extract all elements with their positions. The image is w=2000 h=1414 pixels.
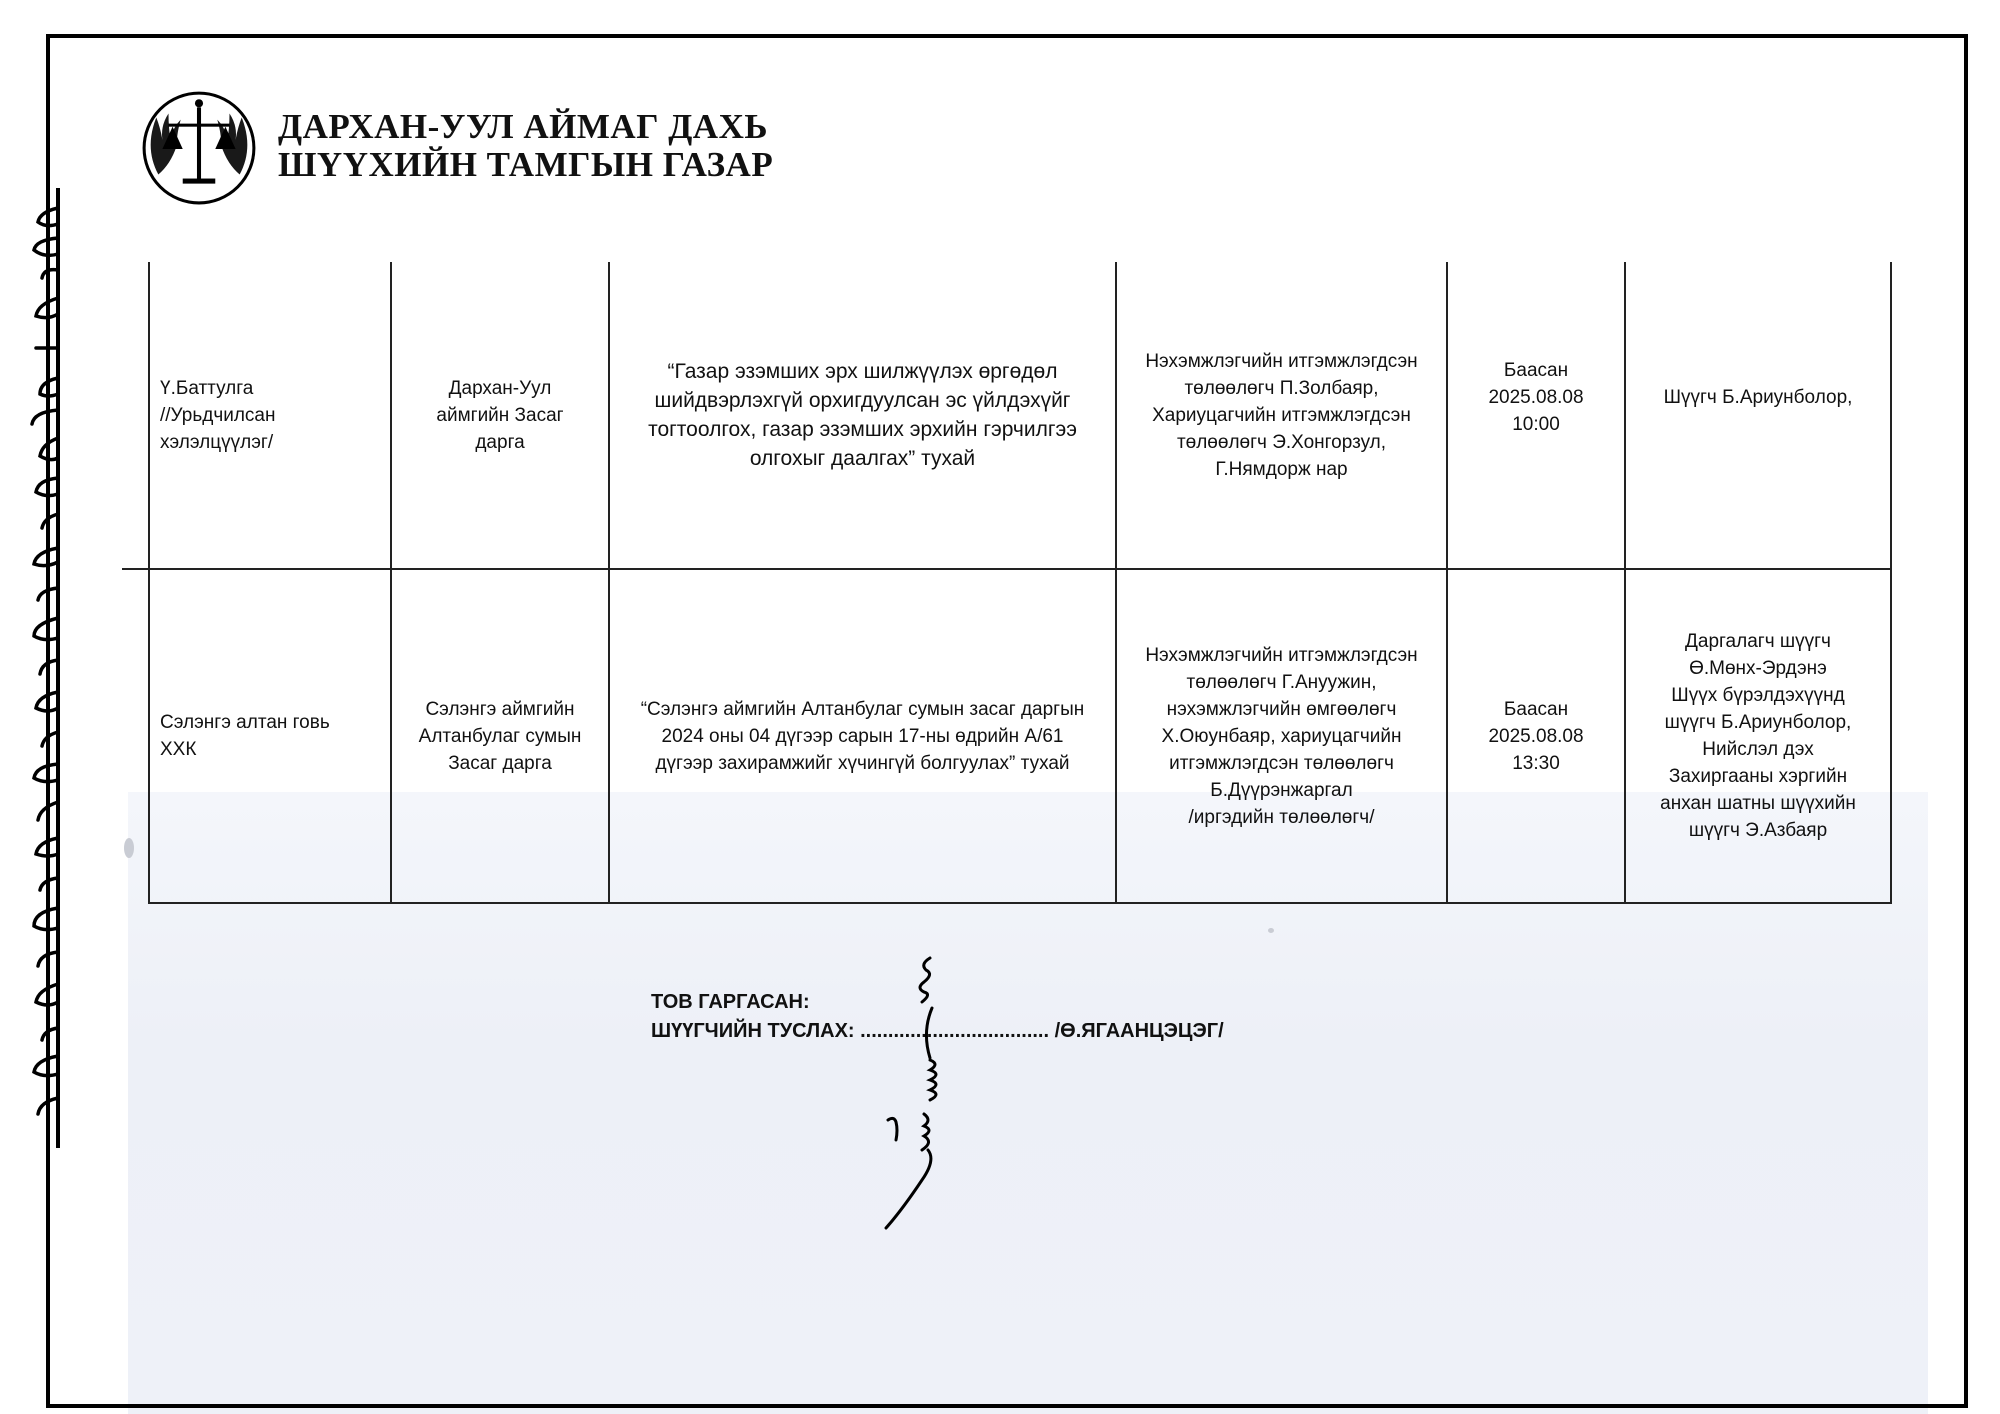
court-title-line1: ДАРХАН-УУЛ АЙМАГ ДАХЬ <box>278 107 768 146</box>
table-border-right <box>1890 262 1892 904</box>
participants-cell: Нэхэмжлэгчийн итгэмжлэгдсэн төлөөлөгч П.Золбаяр, Хариуцагчийн итгэмжлэгдсэн төлөөлөгч Э.Хонгорзул, Г.Нямдорж нар <box>1145 350 1418 480</box>
table-row <box>1448 244 1624 550</box>
table-row <box>1448 570 1624 902</box>
table-border-bottom <box>148 902 1892 904</box>
plaintiff-cell: Сэлэнгэ алтан говь ХХК <box>160 712 330 760</box>
table-row <box>1626 244 1890 550</box>
table-row <box>392 262 608 568</box>
claim-cell: “Газар эзэмших эрх шилжүүлэх өргөдөл шийдвэрлэхгүй орхигдуулсан эс үйлдэхүйг тогтоолгох, газар эзэмших эрхийн гэрчилгээ олгохыг даалгах” тухай <box>648 360 1077 470</box>
court-title <box>278 108 773 184</box>
participants-cell: Нэхэмжлэгчийн итгэмжлэгдсэн төлөөлөгч Г.Ануужин, нэхэмжлэгчийн өмгөөлөгч Х.Оюунбаяр, хариуцагчийн итгэмжлэгдсэн төлөөлөгч Б.Дүүрэнжаргал /иргэдийн төлөөлөгч/ <box>1145 644 1418 828</box>
hearing-schedule-table <box>122 262 1894 904</box>
court-title-line2: ШҮҮХИЙН ТАМГЫН ГАЗАР <box>278 145 774 184</box>
defendant-cell: Дархан-Уул аймгийн Засаг дарга <box>436 377 564 453</box>
signoff-assistant-line: ШҮҮГЧИЙН ТУСЛАХ: .................................. /Ө.ЯГААНЦЭЦЭГ/ <box>651 1020 1224 1042</box>
scan-smudge <box>1268 928 1274 933</box>
judges-cell: Шүүгч Б.Ариунболор, <box>1663 386 1853 408</box>
table-row <box>610 570 1115 902</box>
table-row <box>150 570 390 902</box>
table-row <box>150 262 390 568</box>
datetime-cell: Баасан 2025.08.08 10:00 <box>1488 359 1584 435</box>
signoff-title: ТОВ ГАРГАСАН: <box>651 991 810 1013</box>
plaintiff-cell: Ү.Баттулга //Урьдчилсан хэлэлцүүлэг/ <box>160 377 276 453</box>
table-row <box>1117 570 1446 902</box>
table-row <box>1117 262 1446 568</box>
table-row <box>1626 570 1890 902</box>
defendant-cell: Сэлэнгэ аймгийн Алтанбулаг сумын Засаг дарга <box>418 698 582 774</box>
court-header <box>138 86 773 206</box>
handwritten-signature <box>868 950 978 1240</box>
claim-cell: “Сэлэнгэ аймгийн Алтанбулаг сумын засаг даргын 2024 оны 04 дүгээр сарын 17-ны өдрийн А/61 дүгээр захирамжийг хүчингүй болгуулах” тухай <box>640 698 1085 774</box>
datetime-cell: Баасан 2025.08.08 13:30 <box>1488 698 1584 774</box>
court-emblem-icon <box>138 85 260 207</box>
judges-cell: Даргалагч шүүгч Ө.Мөнх-Эрдэнэ Шүүх бүрэлдэхүүнд шүүгч Б.Ариунболор, Нийслэл дэх Захиргааны хэргийн анхан шатны шүүхийн шүүгч Э.Азбаяр <box>1660 631 1856 841</box>
scan-smudge <box>124 838 134 858</box>
table-row <box>392 570 608 902</box>
table-row <box>610 262 1115 568</box>
mongolian-script-border <box>6 188 86 1148</box>
